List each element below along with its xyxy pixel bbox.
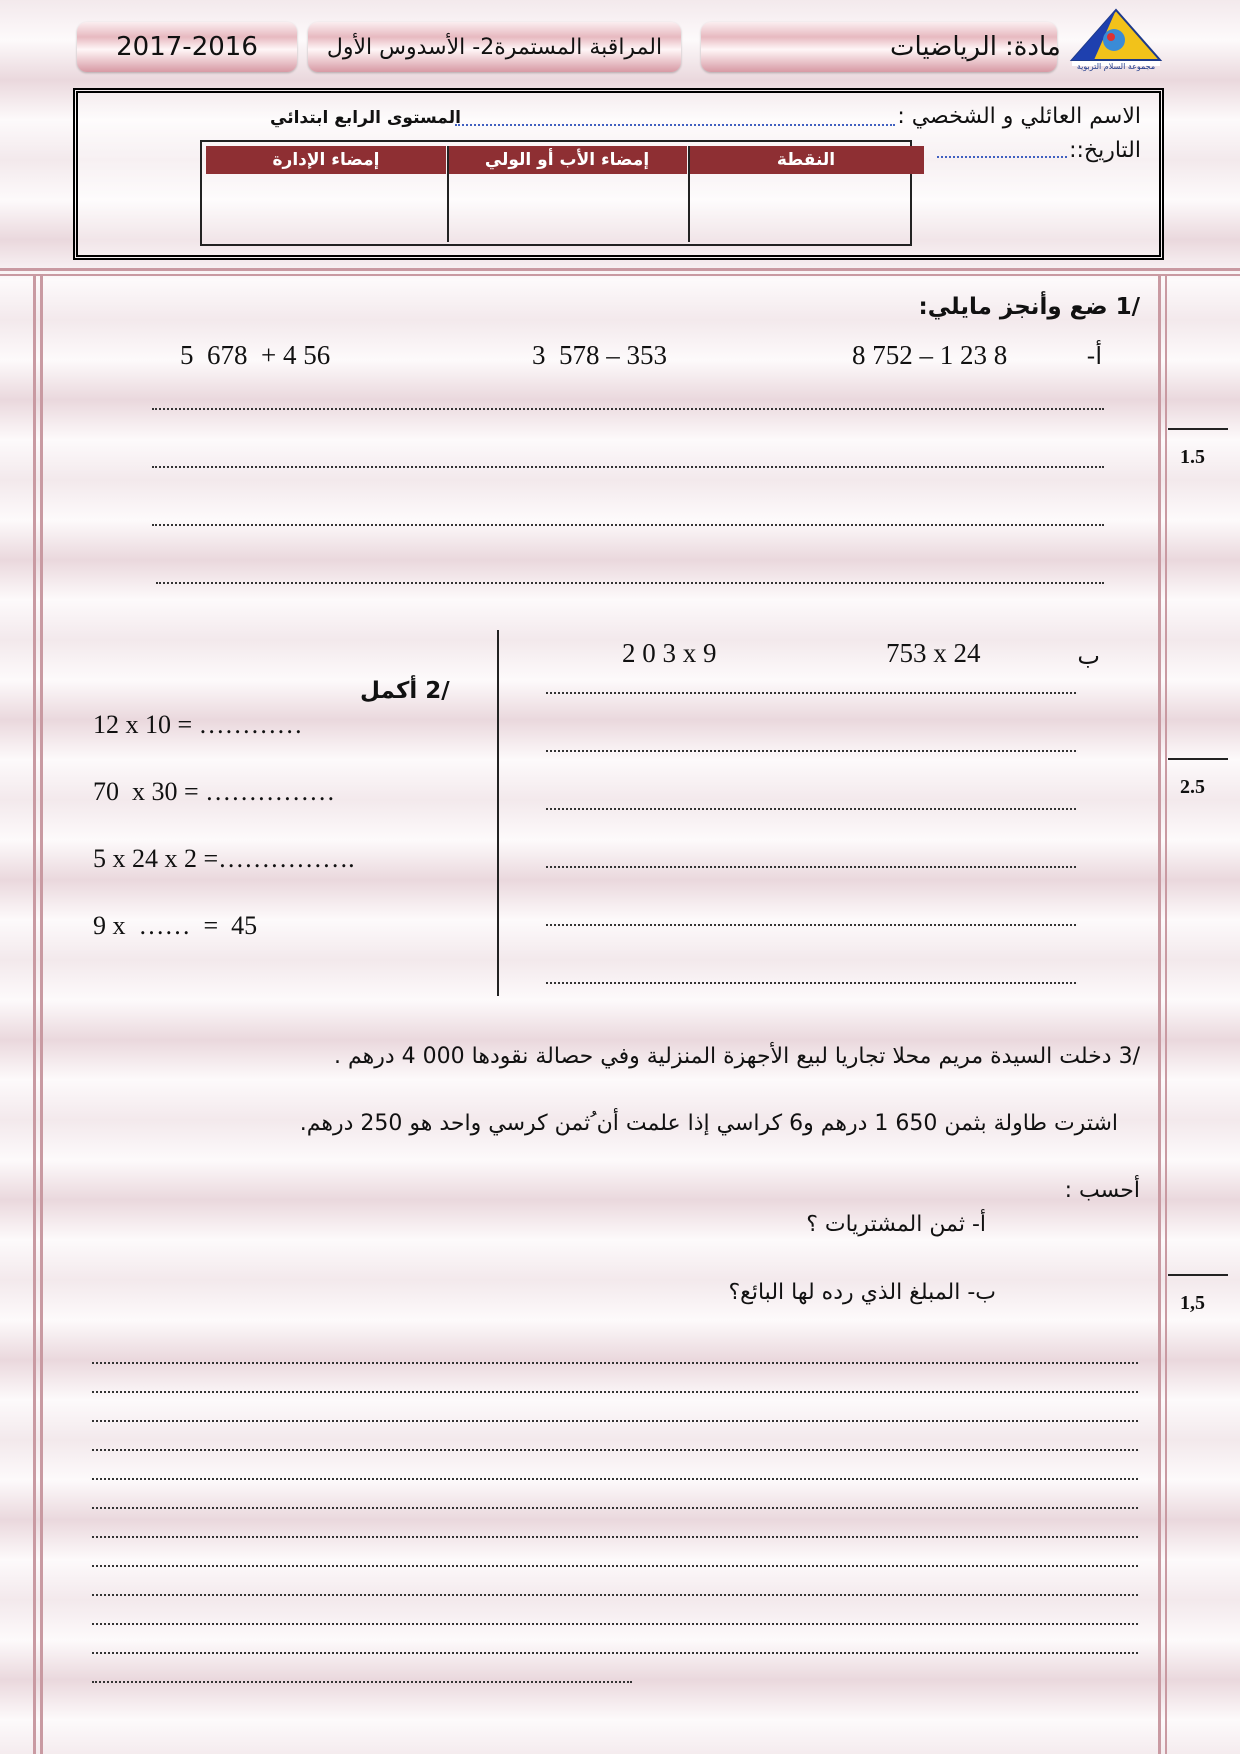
- q1b-answer-line-1[interactable]: [546, 692, 1076, 694]
- score-q2: 2.5: [1180, 776, 1205, 798]
- date-label: التاريخ::: [1069, 138, 1141, 163]
- school-logo: [1068, 8, 1164, 74]
- logo-text: مجموعة السلام التربوية: [1076, 62, 1156, 71]
- q3-answer-line[interactable]: [92, 1594, 1138, 1596]
- column-divider: [497, 630, 499, 996]
- subject-value: الرياضيات: [890, 32, 997, 62]
- year: 2017-2016: [116, 32, 258, 62]
- q3-answer-line[interactable]: [92, 1362, 1138, 1364]
- q3-line-2: اشترت طاولة بثمن 650 1 درهم و6 كراسي إذا علمت أن ُثمن كرسي واحد هو 250 درهم.: [299, 1111, 1118, 1136]
- q3-answer-line[interactable]: [92, 1652, 1138, 1654]
- signature-table: [200, 140, 912, 246]
- q3-sub-a: أ- ثمن المشتريات ؟: [806, 1212, 986, 1237]
- q3-calc-label: أحسب :: [1064, 1178, 1140, 1203]
- q3-answer-line[interactable]: [92, 1681, 632, 1683]
- q2-item-4[interactable]: 9 x …… = 45: [93, 911, 258, 940]
- q1-op-1: 8 752 – 1 23 8: [852, 340, 1008, 370]
- q1-answer-line-3[interactable]: [152, 524, 1104, 526]
- q1-op-2: 3 578 – 353: [532, 340, 667, 370]
- q1-answer-line-4[interactable]: [156, 582, 1104, 584]
- subject-label: مادة:: [1005, 32, 1061, 62]
- q2-item-1[interactable]: 12 x 10 = …………: [93, 710, 303, 739]
- header-parent-signature: إمضاء الأب أو الولي: [447, 146, 687, 174]
- q1-op-b1: 753 x 24: [886, 638, 981, 668]
- subject-box: [701, 22, 1057, 72]
- score-q3: 1,5: [1180, 1292, 1205, 1314]
- q3-answer-line[interactable]: [92, 1478, 1138, 1480]
- q3-answer-line[interactable]: [92, 1536, 1138, 1538]
- q3-answer-line[interactable]: [92, 1420, 1138, 1422]
- q3-answer-line[interactable]: [92, 1391, 1138, 1393]
- q1-op-3: 5 678 + 4 56: [180, 340, 331, 370]
- assessment-title: المراقبة المستمرة2- الأسدوس الأول: [326, 34, 663, 60]
- q1-part-b-label: ب: [1077, 642, 1100, 670]
- year-box: [77, 22, 297, 72]
- score-q1: 1.5: [1180, 446, 1205, 468]
- q3-line-1: /3 دخلت السيدة مريم محلا تجاريا لبيع الأجهزة المنزلية وفي حصالة نقودها 000 4 درهم .: [334, 1044, 1140, 1069]
- q1b-answer-line-3[interactable]: [546, 808, 1076, 810]
- q1-op-b2: 2 0 3 x 9: [622, 638, 717, 668]
- assessment-box: [308, 22, 681, 72]
- level-label: المستوى الرابع ابتدائي: [270, 108, 461, 128]
- q1b-answer-line-5[interactable]: [546, 924, 1076, 926]
- q2-item-3[interactable]: 5 x 24 x 2 =…………….: [93, 844, 355, 873]
- q2-item-2[interactable]: 70 x 30 = ……………: [93, 777, 336, 806]
- q1-answer-line-1[interactable]: [152, 408, 1104, 410]
- q3-answer-line[interactable]: [92, 1565, 1138, 1567]
- q3-answer-line[interactable]: [92, 1507, 1138, 1509]
- name-field[interactable]: [455, 124, 895, 126]
- name-label: الاسم العائلي و الشخصي :: [897, 104, 1141, 129]
- q3-answer-line[interactable]: [92, 1623, 1138, 1625]
- q1-answer-line-2[interactable]: [152, 466, 1104, 468]
- q1b-answer-line-4[interactable]: [546, 866, 1076, 868]
- q1b-answer-line-2[interactable]: [546, 750, 1076, 752]
- q1-title: /1 ضع وأنجز مايلي:: [918, 294, 1140, 320]
- q1b-answer-line-6[interactable]: [546, 982, 1076, 984]
- header-grade: النقطة: [688, 146, 924, 174]
- header-admin-signature: إمضاء الإدارة: [206, 146, 446, 174]
- q3-sub-b: ب- المبلغ الذي رده لها البائع؟: [728, 1280, 996, 1305]
- date-field[interactable]: [937, 156, 1067, 158]
- q2-title: /2 أكمل: [360, 678, 450, 704]
- q1-part-a-label: أ-: [1086, 342, 1102, 370]
- q3-answer-line[interactable]: [92, 1449, 1138, 1451]
